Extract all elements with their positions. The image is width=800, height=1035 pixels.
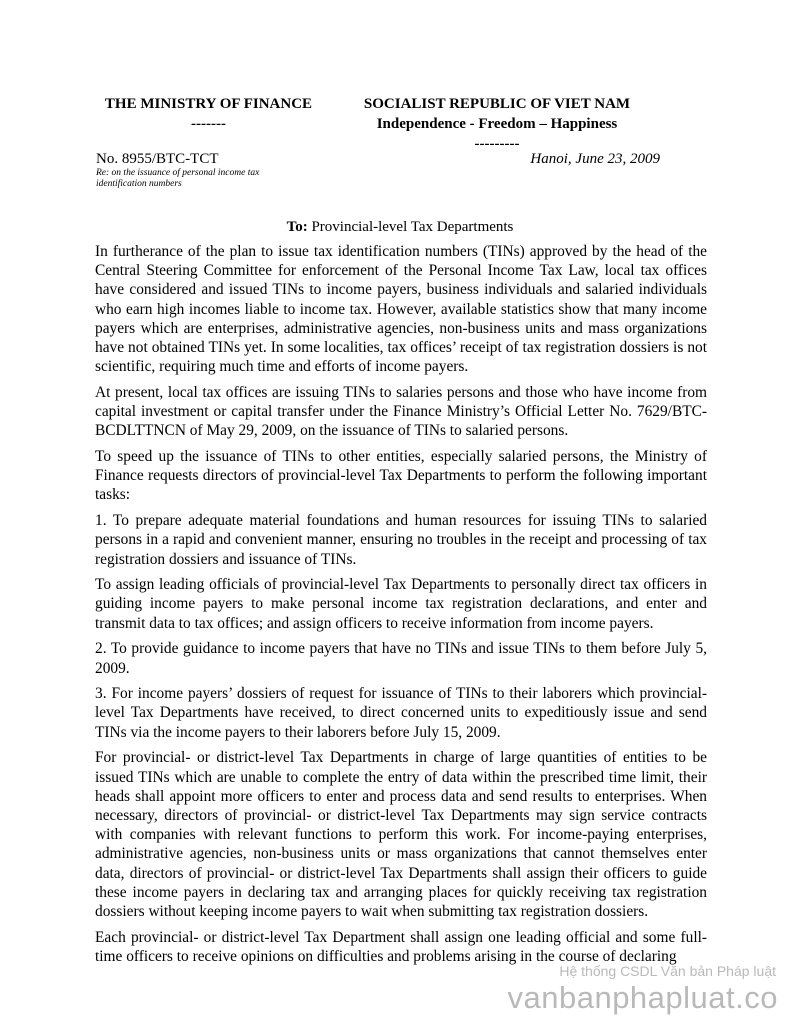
recipient-label: To: bbox=[286, 219, 308, 235]
place-date: Hanoi, June 23, 2009 bbox=[530, 151, 660, 167]
paragraph: In furtherance of the plan to issue tax identification numbers (TINs) approved by the head of the Central Steering Committee for enforcement of the Personal Income Tax Law, local tax offices have considered and issued TINs to income payers, business individuals and salaried individuals who earn high incomes liable to income tax. However, available statistics show that many income payers which are enterprises, administrative agencies, non-business units and mass organizations have not obtained TINs yet. In some localities, tax offices’ receipt of tax registration dossiers is not scientific, requiring much time and efforts of income payers. bbox=[95, 243, 707, 376]
paragraph: 3. For income payers’ dossiers of request for issuance of TINs to their laborers which provincial-level Tax Departments have received, to direct concerned units to expeditiously issue and send TINs via the income payers to their laborers before July 15, 2009. bbox=[95, 685, 707, 741]
document-body bbox=[95, 242, 707, 973]
country-name: SOCIALIST REPUBLIC OF VIET NAM bbox=[363, 96, 631, 112]
issuer-header bbox=[96, 94, 321, 134]
document-number: No. 8955/BTC-TCT bbox=[96, 151, 219, 167]
watermark-caption: Hệ thống CSDL Văn bản Pháp luật bbox=[559, 963, 776, 979]
recipient-line bbox=[0, 218, 800, 236]
subject-line: Re: on the issuance of personal income tax identification numbers bbox=[96, 168, 260, 189]
paragraph: To speed up the issuance of TINs to other entities, especially salaried persons, the Ministry of Finance requests directors of provincial-level Tax Departments to perform the following important tasks: bbox=[95, 448, 707, 504]
paragraph: To assign leading officials of provincial-level Tax Departments to personally direct tax officers in guiding income payers to make personal income tax registration declarations, and enter and transmit data to tax offices; and assign officers to receive information from income payers. bbox=[95, 576, 707, 632]
issuer-name: THE MINISTRY OF FINANCE bbox=[104, 96, 313, 112]
watermark-site: vanbanphapluat.co bbox=[507, 980, 778, 1015]
paragraph: Each provincial- or district-level Tax Department shall assign one leading official and some full-time officers to receive opinions on difficulties and problems arising in the course of declaring bbox=[95, 928, 707, 965]
recipient-value: Provincial-level Tax Departments bbox=[307, 219, 514, 235]
national-header bbox=[352, 94, 642, 154]
motto-separator: --------- bbox=[474, 136, 520, 152]
paragraph: 2. To provide guidance to income payers that have no TINs and issue TINs to them before July 5, 2009. bbox=[95, 640, 707, 677]
issuer-separator: ------- bbox=[191, 116, 226, 132]
paragraph: 1. To prepare adequate material foundations and human resources for issuing TINs to salaried persons in a rapid and convenient manner, ensuring no troubles in the receipt and processing of tax registration dossiers and issuance of TINs. bbox=[95, 512, 707, 568]
paragraph: At present, local tax offices are issuing TINs to salaries persons and those who have income from capital investment or capital transfer under the Finance Ministry’s Official Letter No. 7629/BTC-BCDLTTNCN of May 29, 2009, on the issuance of TINs to salaried persons. bbox=[95, 383, 707, 440]
national-motto: Independence - Freedom – Happiness bbox=[376, 116, 618, 132]
paragraph: For provincial- or district-level Tax Departments in charge of large quantities of entities to be issued TINs which are unable to complete the entry of data within the prescribed time limit, their heads shall appoint more officers to enter and process data and send results to enterprises. When necessary, directors of provincial- or district-level Tax Departments may sign service contracts with companies with relevant functions to perform this work. For income-paying enterprises, administrative agencies, non-business units or mass organizations that cannot themselves enter data, directors of provincial- or district-level Tax Departments shall assign their officers to guide these income payers in declaring tax and arranging places for quickly receiving tax registration dossiers without keeping income payers to wait when submitting tax registration dossiers. bbox=[95, 749, 707, 920]
